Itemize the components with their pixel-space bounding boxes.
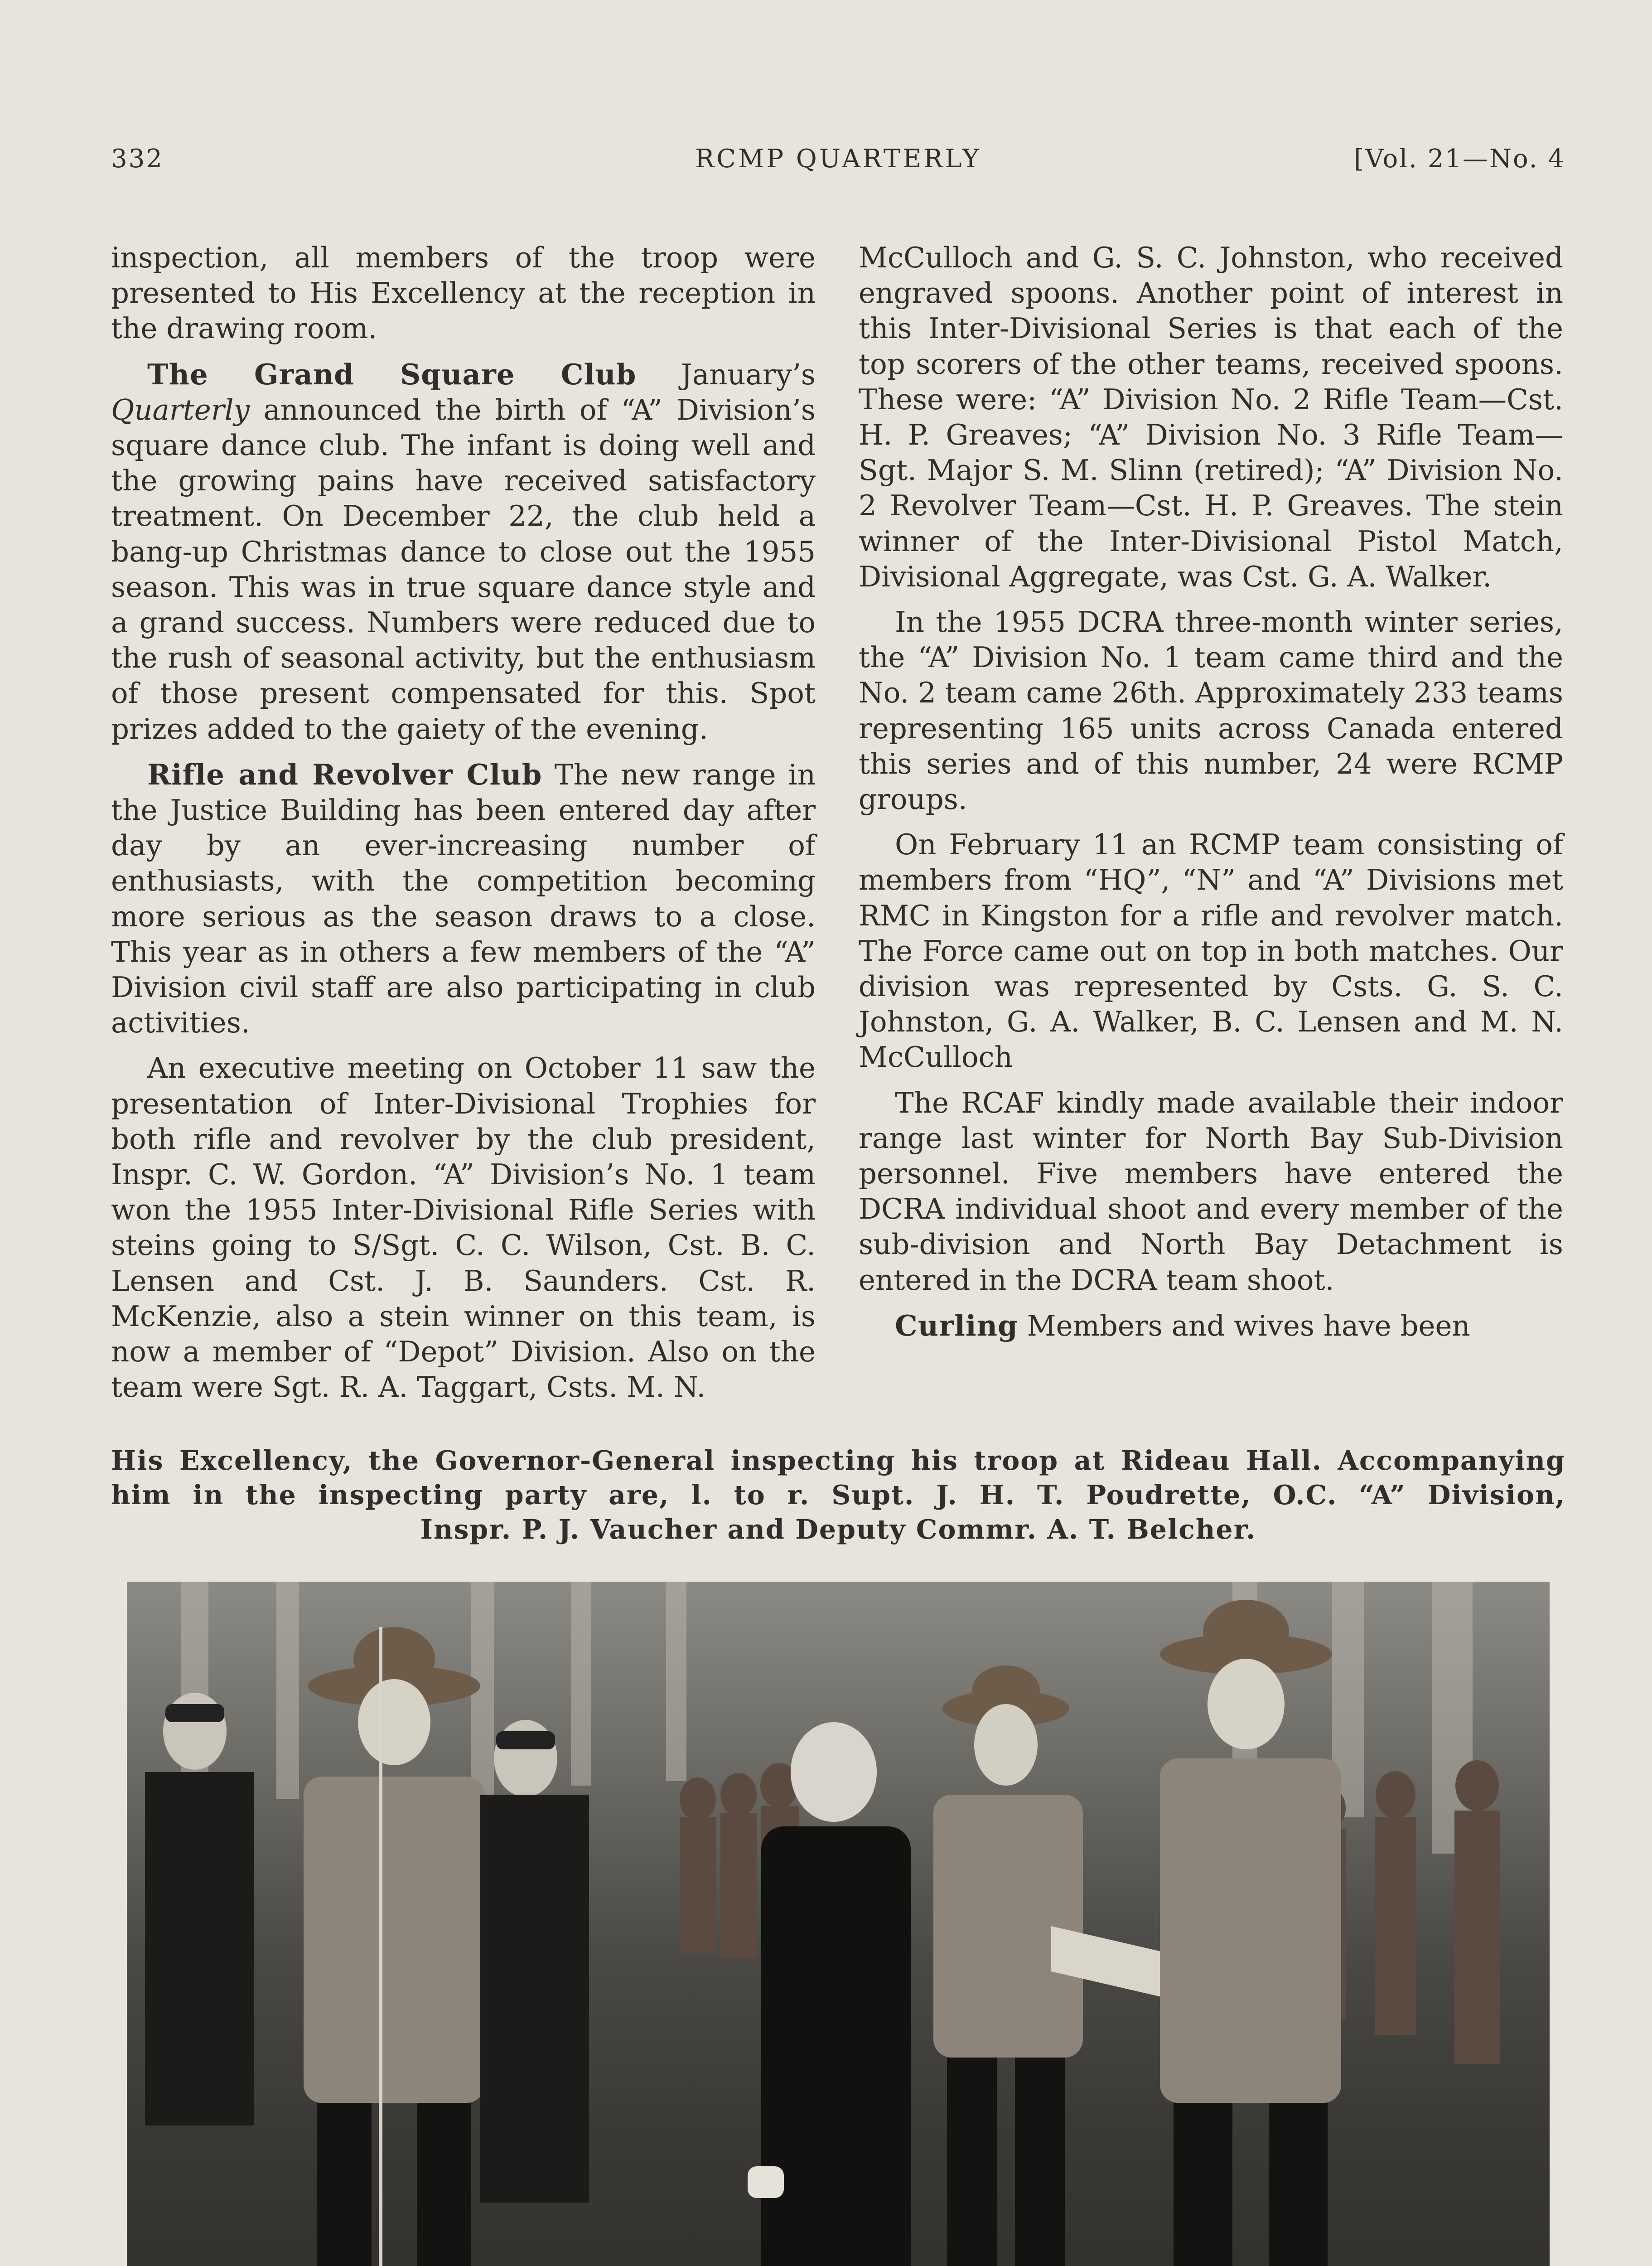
photo-caption (111, 1443, 1565, 1547)
photo-illustration (127, 1582, 1550, 2266)
paragraph: An executive meeting on October 11 saw the presentation of Inter-Divisional Trophies for both rifle and revolver by the club president, Inspr. C. W. Gordon. “A” Division’s No. 1 team won the 1955 Inter-Divisional Rifle Series with steins going to S/Sgt. C. C. Wilson, Cst. B. C. Lensen and Cst. J. B. Saunders. Cst. R. McKenzie, also a stein winner on this team, is now a member of “Depot” Division. Also on the team were Sgt. R. A. Taggart, Csts. M. N. (111, 1051, 816, 1404)
paragraph: inspection, all members of the troop were presented to His Excellency at the reception in the drawing room. (111, 241, 816, 345)
left-column (111, 240, 816, 1415)
paragraph (111, 357, 816, 747)
run-in-heading: Rifle and Revolver Club (147, 757, 542, 791)
publication-title: RCMP QUARTERLY (695, 144, 981, 174)
run-in-heading: The Grand Square Club (147, 357, 637, 391)
paragraph-text: Members and wives have been (1018, 1309, 1470, 1342)
paragraph: McCulloch and G. S. C. Johnston, who received engraved spoons. Another point of interest in this Inter-Divisional Series is that each of the top scorers of the other teams, received spoons. These were: “A” Division No. 2 Rifle Team—Cst. H. P. Greaves; “A” Division No. 3 Rifle Team—Sgt. Major S. M. Slinn (retired); “A” Division No. 2 Revolver Team—Cst. H. P. Greaves. The stein winner of the Inter-Divisional Pistol Match, Divisional Aggregate, was Cst. G. A. Walker. (859, 241, 1563, 593)
inspection-photograph (127, 1582, 1550, 2266)
right-column (859, 240, 1563, 1354)
volume-number: [Vol. 21—No. 4 (1354, 144, 1565, 174)
paragraph: The RCAF kindly made available their indoor range last winter for North Bay Sub-Division personnel. Five members have entered the DCRA individual shoot and every member of the sub-division and North Bay Detachment is entered in the DCRA team shoot. (859, 1086, 1563, 1297)
paragraph (111, 757, 816, 1041)
caption-line: Inspr. P. J. Vaucher and Deputy Commr. A. T. Belcher. (420, 1514, 1256, 1545)
paragraph: In the 1955 DCRA three-month winter series, the “A” Division No. 1 team came third and the No. 2 team came 26th. Approximately 233 teams representing 165 units across Canada entered this series and of this number, 24 were RCMP groups. (859, 605, 1563, 816)
running-header (111, 144, 1565, 185)
paragraph (859, 1308, 1563, 1344)
paragraph-text: announced the birth of “A” Division’s square dance club. The infant is doing well and the growing pains have received satisfactory treatment. On December 22, the club held a bang-up Christmas dance to close out the 1955 season. This was in true square dance style and a grand success. Numbers were reduced due to the rush of seasonal activity, but the enthusiasm of those present compensated for this. Spot prizes added to the gaiety of the evening. (111, 393, 816, 746)
caption-line: him in the inspecting party are, l. to r. Supt. J. H. T. Poudrette, O.C. “A” Division, (111, 1479, 1565, 1511)
paragraph-text: The new range in the Justice Building has been entered day after day by an ever-increasing number of enthusiasts, with the competition becoming more serious as the season draws to a close. This year as in others a few members of the “A” Division civil staff are also participating in club activities. (111, 758, 816, 1040)
paragraph-text: January’s (636, 358, 816, 391)
page-number: 332 (111, 144, 164, 174)
paragraph: On February 11 an RCMP team consisting of members from “HQ”, “N” and “A” Divisions met RMC in Kingston for a rifle and revolver match. The Force came out on top in both matches. Our division was represented by Csts. G. S. C. Johnston, G. A. Walker, B. C. Lensen and M. N. McCulloch (859, 828, 1563, 1074)
run-in-heading: Curling (895, 1308, 1018, 1342)
caption-line: His Excellency, the Governor-General inspecting his troop at Rideau Hall. Accompanying (111, 1445, 1565, 1476)
italic-text: Quarterly (111, 393, 250, 426)
